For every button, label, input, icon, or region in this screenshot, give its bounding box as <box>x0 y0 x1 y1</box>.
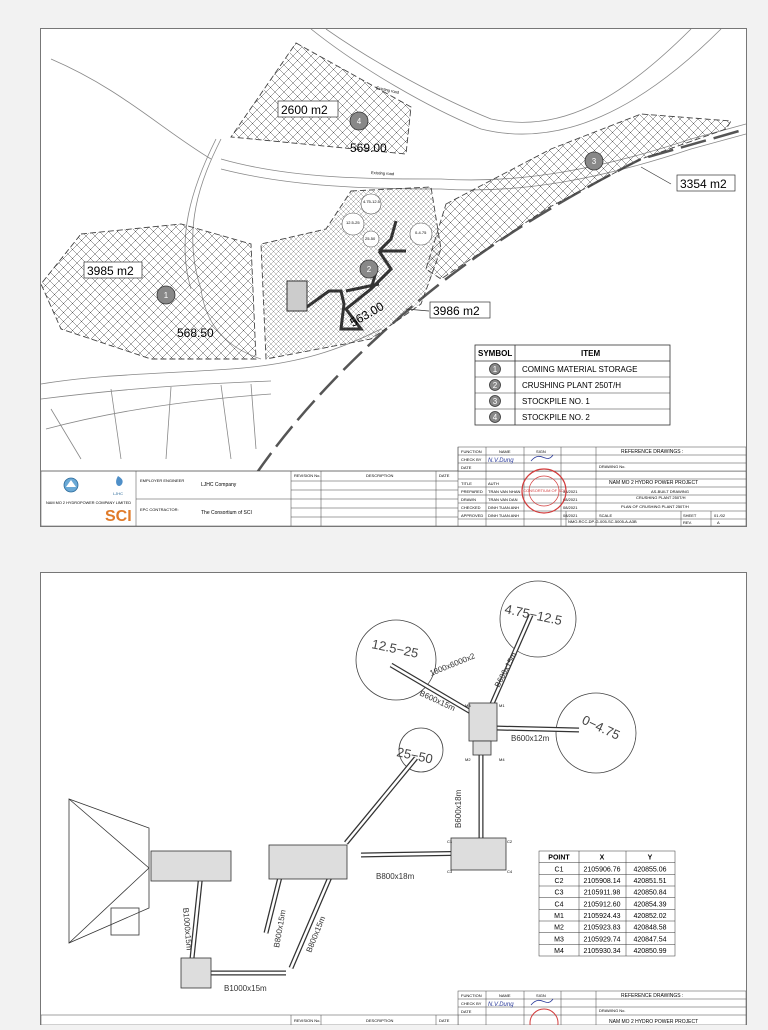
func-header: SIGN <box>536 449 546 454</box>
coordinate-cell: 2105929.74 <box>583 936 621 944</box>
area-label-4 <box>278 101 338 117</box>
svg-text:4: 4 <box>356 117 362 126</box>
svg-text:0−4.75: 0−4.75 <box>579 712 623 743</box>
check-name: N.V.Dung <box>488 1002 514 1008</box>
drawing-no-label: DRAWING No. <box>599 1008 626 1013</box>
coordinate-header: Y <box>647 854 653 862</box>
sign-func: PREPARED <box>461 489 483 494</box>
func-header: NAME <box>499 449 511 454</box>
point-label: M4 <box>499 757 505 762</box>
sign-date: 08/2021 <box>563 513 578 518</box>
stockpile-0-4-75 <box>556 693 636 773</box>
scale-label: SCALE <box>599 513 613 518</box>
svg-text:2600 m2: 2600 m2 <box>281 103 328 117</box>
area-symbol-3 <box>585 152 603 170</box>
coordinate-rows <box>539 855 675 955</box>
mini-pile-label: 0-4.75 <box>415 230 427 235</box>
sign-date: 08/2021 <box>563 489 578 494</box>
rev-col: DESCRIPTION <box>366 1018 394 1023</box>
sign-name: TRAN VAN NHAN <box>488 489 521 494</box>
reference-drawings: REFERENCE DRAWINGS : <box>621 449 684 455</box>
conveyor-label: 1800x6000x2 <box>428 651 477 678</box>
rev-col: DATE <box>439 473 450 478</box>
mini-pile-label: 12.5-25 <box>346 220 360 225</box>
project-name: NAM MO 2 HYDRO POWER PROJECT <box>609 1019 699 1025</box>
plant-detail-drawing <box>41 573 746 1025</box>
area-symbol-1 <box>157 286 175 304</box>
conveyor-label: B800x18m <box>376 872 415 881</box>
coordinate-cell: 2105908.14 <box>583 878 621 885</box>
sheet-value: 01 /02 <box>714 513 726 518</box>
elevation-label: 568.50 <box>177 326 214 340</box>
coordinate-cell: 2105930.34 <box>583 948 621 955</box>
rev-label: REV. <box>683 520 692 525</box>
coordinate-header: POINT <box>548 854 570 862</box>
sign-name: AUTH <box>488 481 499 486</box>
legend-symbol: 3 <box>492 397 498 406</box>
conveyor-label: B600x15m <box>418 688 457 713</box>
sign-name: TRAN VAN DAN <box>488 497 518 502</box>
elevation-label: 563.00 <box>347 299 387 330</box>
area-3-stockpile-1 <box>426 114 731 279</box>
point-label: M3 <box>465 703 471 708</box>
conveyor-label: B1000x15m <box>181 907 194 951</box>
coordinate-cell: 2105912.60 <box>583 901 621 909</box>
svg-text:4.75−12.5: 4.75−12.5 <box>503 601 564 629</box>
coordinate-cell: M4 <box>554 948 564 955</box>
conveyor-label: B800x15m <box>304 914 328 954</box>
elevation-label: 569.00 <box>350 141 387 155</box>
road-label: Existing road <box>375 85 400 95</box>
sign-date: 08/2021 <box>563 497 578 502</box>
area-2-crushing-plant <box>261 187 441 359</box>
sign-func: CHECKED <box>461 505 481 510</box>
drawing-no-value: NMO-RCC-DP-G-005-SC-5005-A-A3B <box>568 519 637 524</box>
employer-value: LJHC Company <box>201 482 237 488</box>
owner-logo <box>64 478 78 492</box>
coordinate-header: X <box>599 854 605 862</box>
sign-name: DINH TUAN ANH <box>488 505 520 510</box>
legend-symbol: 2 <box>492 381 498 390</box>
sub-title: AS-BUILT DRAWING <box>651 489 689 494</box>
svg-text:3985 m2: 3985 m2 <box>87 264 134 278</box>
func-header: FUNCTION <box>461 449 482 454</box>
point-label: C4 <box>507 869 513 874</box>
epc-value: The Consortium of SCI <box>201 510 252 516</box>
area-symbol-4 <box>350 112 368 130</box>
coordinate-cell: 420854.39 <box>633 901 667 909</box>
rev-value: A <box>717 520 720 525</box>
sign-date: 08/2021 <box>563 505 578 510</box>
coordinate-cell: C2 <box>554 878 564 885</box>
area-symbol-2 <box>360 260 378 278</box>
svg-text:3986 m2: 3986 m2 <box>433 304 480 318</box>
area-1-material-storage <box>41 224 256 359</box>
coordinate-cell: M3 <box>554 936 564 944</box>
svg-text:2: 2 <box>366 265 372 274</box>
legend-header-item: ITEM <box>581 349 601 358</box>
mini-pile-label: 25-50 <box>365 236 376 241</box>
coordinate-cell: 420850.99 <box>633 948 667 955</box>
svg-text:LJHC: LJHC <box>113 491 124 496</box>
legend-symbol: 4 <box>492 413 498 422</box>
func-header: NAME <box>499 993 511 998</box>
road-label: Existing road <box>370 170 395 177</box>
svg-text:1: 1 <box>163 291 169 300</box>
employer-label: EMPLOYER ENGINEER <box>140 478 185 483</box>
coordinate-cell: 2105906.76 <box>583 866 621 874</box>
svg-text:CONSORTIUM OF SCI: CONSORTIUM OF SCI <box>523 488 565 493</box>
sign-name: DINH TUAN ANH <box>488 513 520 518</box>
point-label: C2 <box>507 839 513 844</box>
sheet-label: SHEET <box>683 513 697 518</box>
coordinate-cell: 420852.02 <box>633 913 667 920</box>
coordinate-cell: 420855.06 <box>633 866 667 874</box>
coordinate-cell: M1 <box>554 913 564 920</box>
rev-col: DATE <box>439 1018 450 1023</box>
epc-label: EPC CONTRACTOR: <box>140 507 179 512</box>
coordinate-cell: 420851.51 <box>633 878 667 885</box>
legend-symbol: 1 <box>492 365 498 374</box>
mini-pile-label: 4.75-12.5 <box>363 199 380 204</box>
func-header: FUNCTION <box>461 993 482 998</box>
svg-text:12.5−25: 12.5−25 <box>370 636 420 661</box>
drawing-title: CRUSHING PLANT 250T/H <box>636 495 686 500</box>
sign-func: DRAWN <box>461 497 476 502</box>
sign-name: N.V.Dung <box>488 458 514 464</box>
conveyor-label: B600x12m <box>511 734 550 743</box>
legend-item: COMING MATERIAL STORAGE <box>522 365 638 374</box>
conveyor-label: B1000x15m <box>224 984 267 993</box>
point-label: M2 <box>465 757 471 762</box>
site-plan-drawing <box>41 29 746 526</box>
sign-func: DATE <box>461 465 472 470</box>
func-header: SIGN <box>536 993 546 998</box>
stockpile-25-50 <box>395 728 443 772</box>
rev-col: REVISION No. <box>294 1018 321 1023</box>
svg-text:25−50: 25−50 <box>395 744 435 767</box>
conveyor-label: B600x18m <box>454 789 463 828</box>
reference-drawings: REFERENCE DRAWINGS : <box>621 993 684 999</box>
area-label-1 <box>84 262 142 278</box>
site-plan-sheet <box>40 28 747 527</box>
area-4-stockpile-2 <box>231 43 411 154</box>
rev-col: REVISION No. <box>294 473 321 478</box>
legend-item: CRUSHING PLANT 250T/H <box>522 381 621 390</box>
drawing-title: PLAN OF CRUSHING PLANT 250T/H <box>621 504 689 509</box>
coordinate-cell: 420850.84 <box>633 889 667 897</box>
date-label: DATE <box>461 1009 472 1014</box>
point-label: C3 <box>447 869 453 874</box>
coordinate-cell: 420848.58 <box>633 924 667 932</box>
coordinate-cell: C3 <box>554 889 564 897</box>
rev-col: DESCRIPTION <box>366 473 394 478</box>
sci-logo: SCI <box>105 508 132 525</box>
coordinate-cell: 420847.54 <box>633 936 667 944</box>
svg-text:3354 m2: 3354 m2 <box>680 177 727 191</box>
point-label: C1 <box>447 839 453 844</box>
coordinate-cell: C4 <box>554 901 564 909</box>
project-name: NAM MO 2 HYDRO POWER PROJECT <box>609 480 699 486</box>
plant-detail-sheet <box>40 572 747 1025</box>
legend-item: STOCKPILE NO. 2 <box>522 413 590 422</box>
svg-text:3: 3 <box>591 157 597 166</box>
stockpile-12-5-25 <box>356 620 436 700</box>
legend-header-symbol: SYMBOL <box>478 349 513 358</box>
conveyor-inner <box>191 615 579 973</box>
coordinate-cell: C1 <box>554 866 564 874</box>
coordinate-cell: 2105924.43 <box>583 913 621 920</box>
area-label-3 <box>641 167 735 191</box>
conveyor-label: B800x15m <box>272 909 288 949</box>
owner-name: NAM MO 2 HYDROPOWER COMPANY LIMITED <box>46 500 132 505</box>
coordinate-cell: 2105911.98 <box>583 889 621 897</box>
title-block <box>41 447 746 526</box>
point-label: M1 <box>499 703 505 708</box>
check-by-label: CHECK BY <box>461 1001 482 1006</box>
drawing-no-label: DRAWING No. <box>599 464 626 469</box>
conveyor-label: B600x15m <box>492 650 519 689</box>
coordinate-cell: 2105923.83 <box>583 924 621 932</box>
legend-item: STOCKPILE NO. 1 <box>522 397 590 406</box>
coordinate-cell: M2 <box>554 924 564 932</box>
legend-table <box>475 345 670 425</box>
sign-func: APPROVED <box>461 513 484 518</box>
sign-func: TITLE <box>461 481 472 486</box>
stockpile-4-75-12-5 <box>500 581 576 657</box>
sign-func: CHECK BY <box>461 457 482 462</box>
